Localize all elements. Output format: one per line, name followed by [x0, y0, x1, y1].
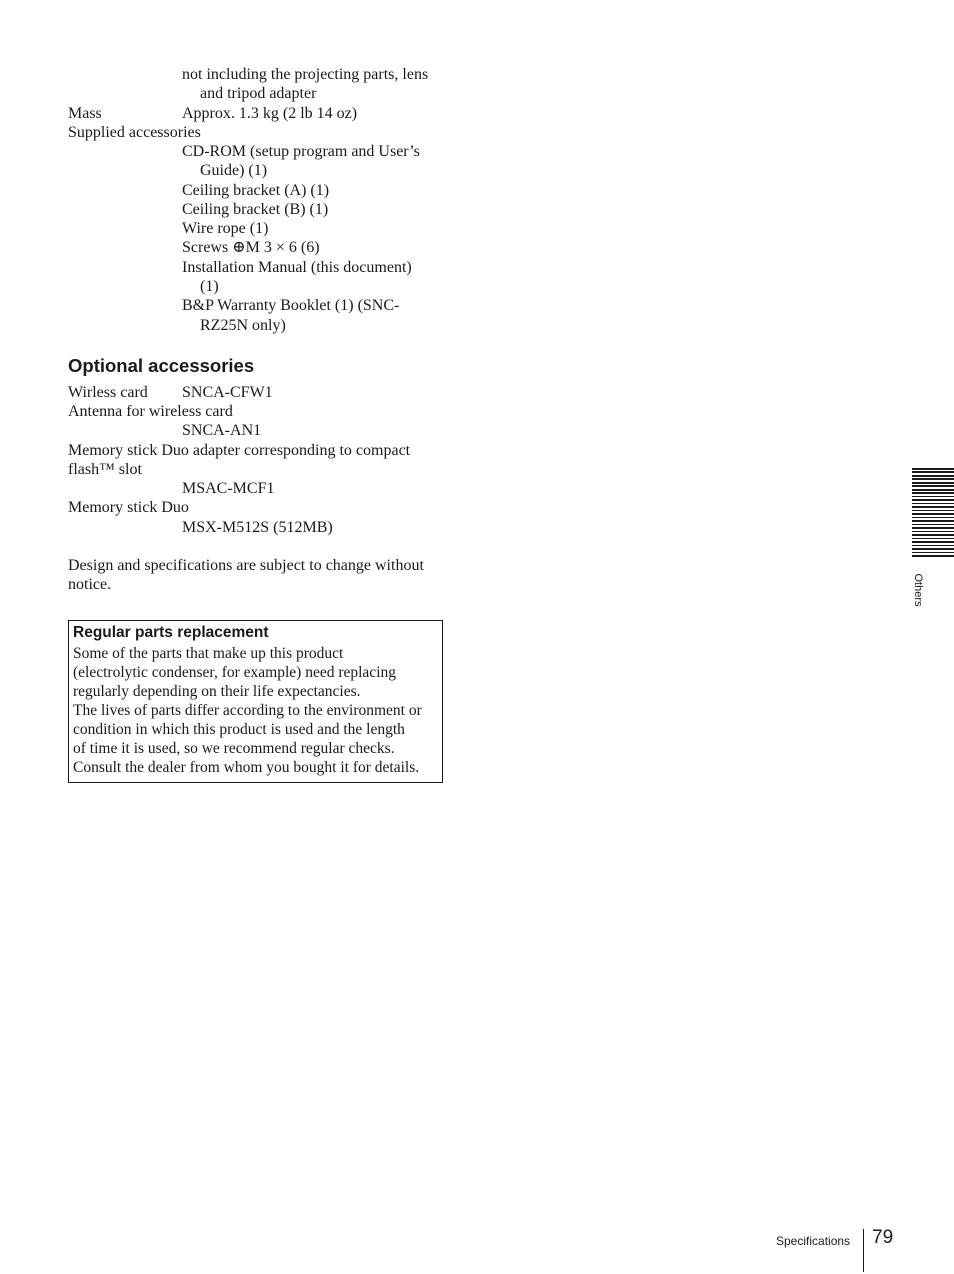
footer-section-name: Specifications: [776, 1234, 851, 1248]
notice-line: The lives of parts differ according to the environment or: [73, 702, 422, 719]
text-line: Antenna for wireless card: [68, 403, 233, 420]
text-line: Wirless card: [68, 384, 148, 401]
text-line: not including the projecting parts, lens: [182, 66, 429, 83]
section-tab-label: Others: [912, 573, 924, 607]
text-line: Wire rope (1): [182, 220, 269, 237]
text-line: Memory stick Duo: [68, 499, 189, 516]
notice-line: Consult the dealer from whom you bought it for details.: [73, 759, 420, 776]
text-line: Installation Manual (this document): [182, 259, 412, 276]
regular-parts-notice-box: [68, 620, 443, 783]
text-line: B&P Warranty Booklet (1) (SNC-: [182, 297, 400, 314]
notice-line: Some of the parts that make up this product: [73, 645, 344, 662]
text-line: (1): [200, 278, 219, 295]
footer-divider: [863, 1229, 864, 1272]
text-line: Memory stick Duo adapter corresponding to compact: [68, 442, 411, 459]
text-line: notice.: [68, 576, 112, 593]
text-line: Approx. 1.3 kg (2 lb 14 oz): [182, 105, 358, 122]
notice-line: (electrolytic condenser, for example) need replacing: [73, 664, 396, 681]
text-line: RZ25N only): [200, 317, 286, 334]
text-line: Ceiling bracket (B) (1): [182, 201, 329, 218]
notice-title: Regular parts replacement: [73, 624, 269, 641]
notice-line: of time it is used, so we recommend regular checks.: [73, 740, 395, 757]
text-line: flash™ slot: [68, 461, 142, 478]
text-line: SNCA-CFW1: [182, 384, 273, 401]
section-tab-stripes: [912, 468, 954, 560]
text-line: Guide) (1): [200, 162, 268, 179]
text-line: MSX-M512S (512MB): [182, 519, 333, 536]
text-line: SNCA-AN1: [182, 422, 262, 439]
notice-line: regularly depending on their life expectancies.: [73, 683, 361, 700]
text-line: CD-ROM (setup program and User’s: [182, 143, 420, 160]
text-line: and tripod adapter: [200, 85, 317, 102]
text-line: Ceiling bracket (A) (1): [182, 182, 330, 199]
text-line: Mass: [68, 105, 102, 122]
text-line: Screws ⊕M 3 × 6 (6): [182, 239, 320, 256]
text-line: MSAC-MCF1: [182, 480, 275, 497]
notice-line: condition in which this product is used and the length: [73, 721, 405, 738]
text-line: Supplied accessories: [68, 124, 201, 141]
text-line: Design and specifications are subject to change without: [68, 557, 424, 574]
optional-accessories-heading: Optional accessories: [68, 355, 255, 376]
page-number: 79: [872, 1227, 894, 1248]
